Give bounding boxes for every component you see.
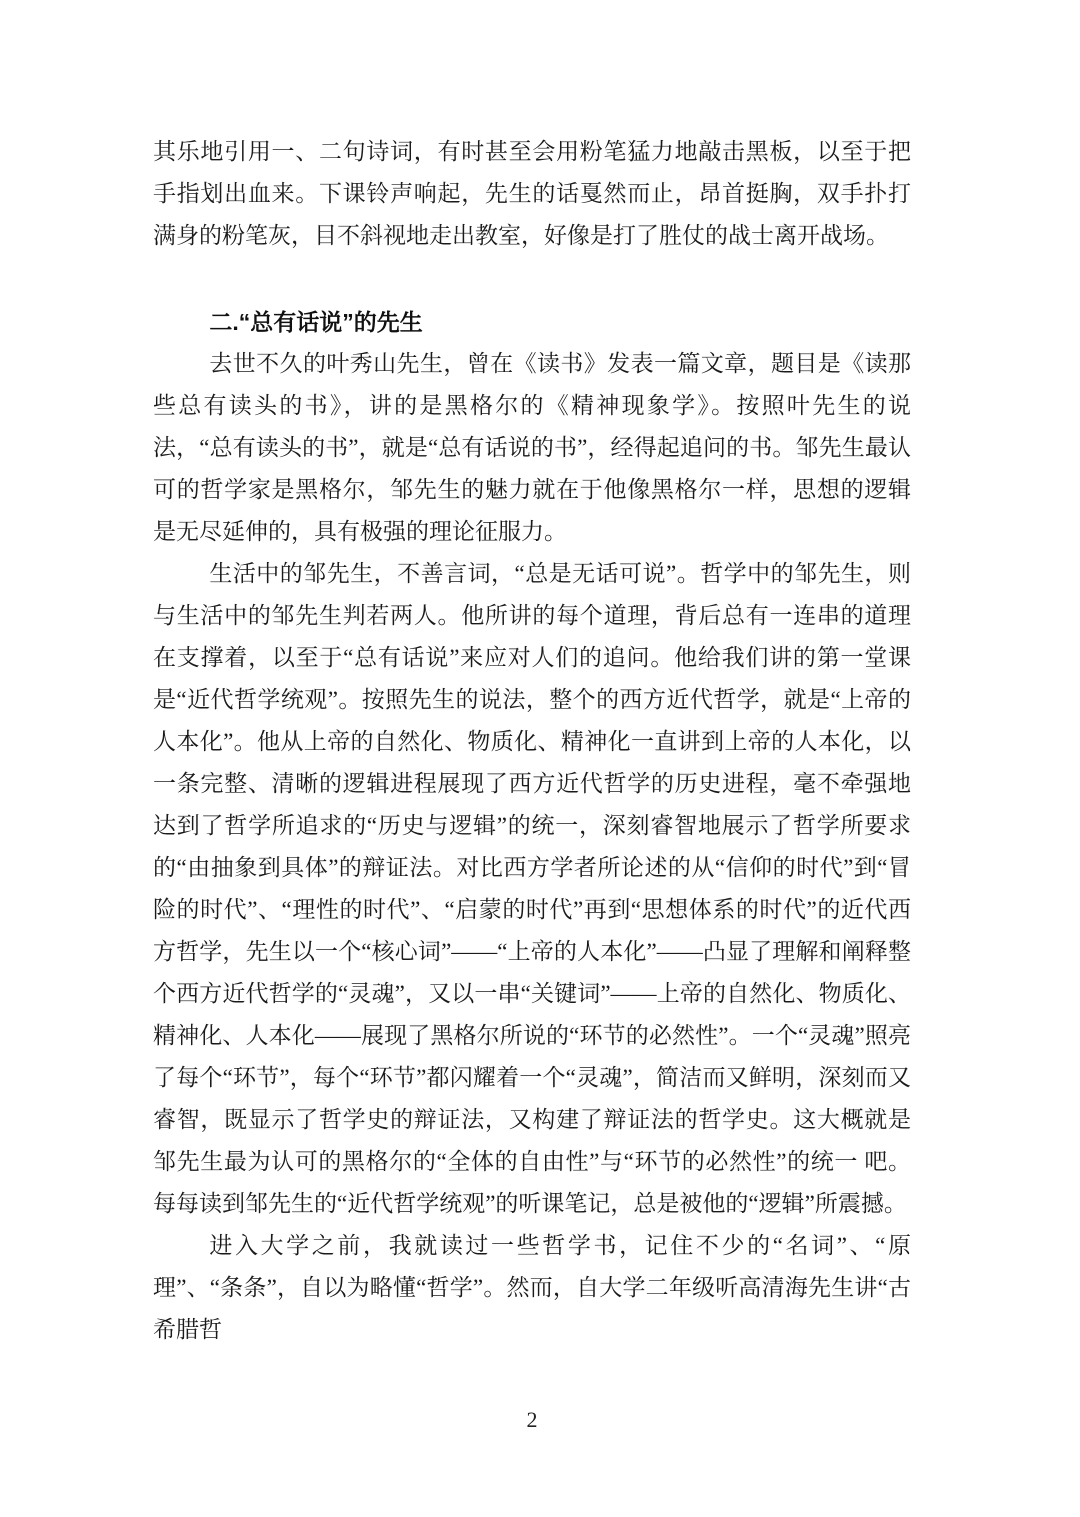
body-paragraph-2: 生活中的邹先生，不善言词，“总是无话可说”。哲学中的邹先生，则与生活中的邹先生判若两人。他所讲的每个道理，背后总有一连串的道理在支撑着，以至于“总有话说”来应对人们的追问。他给我们讲的第一堂课是“近代哲学统观”。按照先生的说法，整个的西方近代哲学，就是“上帝的人本化”。他从上帝的自然化、物质化、精神化一直讲到上帝的人本化，以一条完整、清晰的逻辑进程展现了西方近代哲学的历史进程，毫不牵强地达到了哲学所追求的“历史与逻辑”的统一，深刻睿智地展示了哲学所要求的“由抽象到具体”的辩证法。对比西方学者所论述的从“信仰的时代”到“冒险的时代”、“理性的时代”、“启蒙的时代”再到“思想体系的时代”的近代西方哲学，先生以一个“核心词”——“上帝的人本化”——凸显了理解和阐释整个西方近代哲学的“灵魂”，又以一串“关键词”——上帝的自然化、物质化、精神化、人本化——展现了黑格尔所说的“环节的必然性”。一个“灵魂”照亮了每个“环节”，每个“环节”都闪耀着一个“灵魂”，简洁而又鲜明，深刻而又睿智，既显示了哲学史的辩证法，又构建了辩证法的哲学史。这大概就是邹先生最为认可的黑格尔的“全体的自由性”与“环节的必然性”的统一 吧。每每读到邹先生的“近代哲学统观”的听课笔记，总是被他的“逻辑”所震撼。	[153, 561, 911, 1216]
page-number: 2	[526, 1407, 538, 1432]
body-paragraph-3: 进入大学之前，我就读过一些哲学书，记住不少的“名词”、“原理”、“条条”，自以为略懂“哲学”。然而，自大学二年级听高清海先生讲“古希腊哲	[153, 1233, 911, 1342]
section-heading: 二.“总有话说”的先生	[209, 309, 423, 335]
page-text-body	[153, 131, 911, 1351]
body-paragraph-1: 去世不久的叶秀山先生，曾在《读书》发表一篇文章，题目是《读那些总有读头的书》，讲的是黑格尔的《精神现象学》。按照叶先生的说法，“总有读头的书”，就是“总有话说的书”，经得起追问的书。邹先生最认可的哲学家是黑格尔，邹先生的魅力就在于他像黑格尔一样，思想的逻辑是无尽延伸的，具有极强的理论征服力。	[153, 351, 911, 544]
continuation-paragraph: 其乐地引用一、二句诗词，有时甚至会用粉笔猛力地敲击黑板，以至于把手指划出血来。下课铃声响起，先生的话戛然而止，昂首挺胸，双手扑打满身的粉笔灰，目不斜视地走出教室，好像是打了胜仗的战士离开战场。	[153, 139, 911, 248]
